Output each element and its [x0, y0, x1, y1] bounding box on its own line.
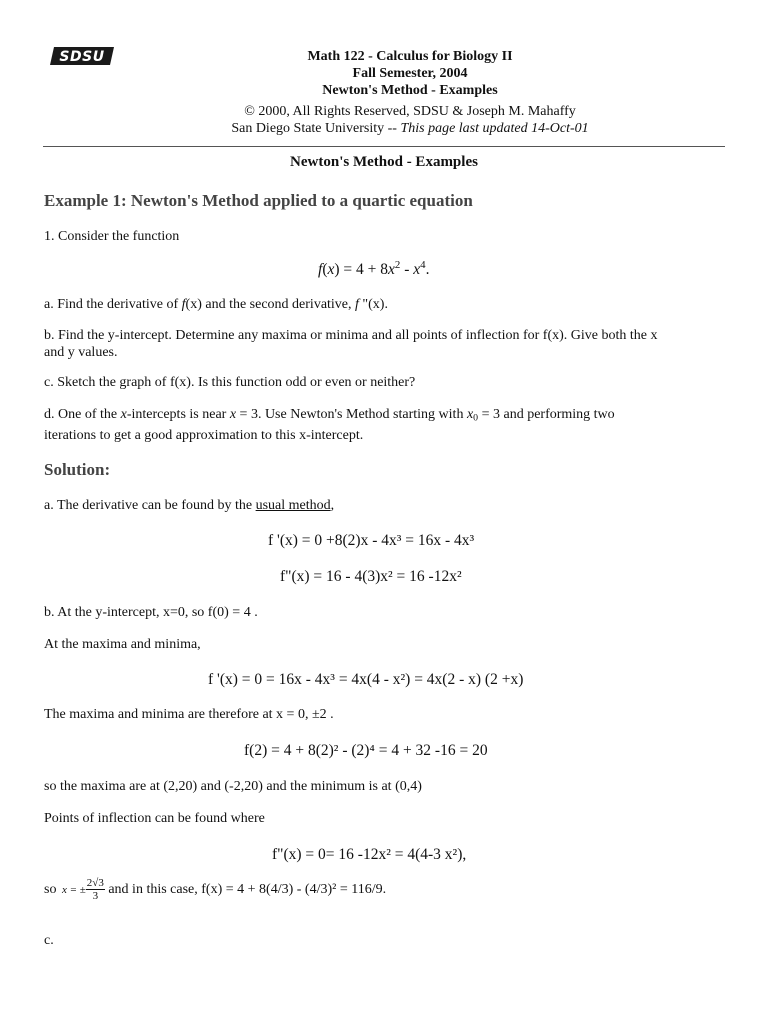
f-of-2-equation: f(2) = 4 + 8(2)² - (2)⁴ = 4 + 32 -16 = 20: [244, 742, 488, 759]
second-derivative-equation: f"(x) = 16 - 4(3)x² = 16 -12x²: [280, 568, 462, 585]
example-heading: Example 1: Newton's Method applied to a quartic equation: [44, 191, 473, 210]
sdsu-logo: [50, 45, 114, 67]
university-line: San Diego State University -- This page last updated 14-Oct-01: [231, 121, 589, 136]
intro-text: 1. Consider the function: [44, 229, 180, 244]
first-derivative-equation: f '(x) = 0 +8(2)x - 4x³ = 16x - 4x³: [268, 532, 475, 549]
part-b-line1: b. Find the y-intercept. Determine any maxima or minima and all points of inflection for f(x). Give both the x: [44, 328, 658, 343]
maxmin-intro: At the maxima and minima,: [44, 637, 201, 652]
course-title: Math 122 - Calculus for Biology II: [307, 49, 513, 64]
copyright: © 2000, All Rights Reserved, SDSU & Joseph M. Mahaffy: [244, 104, 576, 119]
update-date: This page last updated 14-Oct-01: [400, 121, 589, 136]
maxima-result: so the maxima are at (2,20) and (-2,20) and the minimum is at (0,4): [44, 779, 422, 794]
section-title: Newton's Method - Examples: [290, 154, 478, 170]
inflection-intro: Points of inflection can be found where: [44, 811, 265, 826]
part-c: c. Sketch the graph of f(x). Is this function odd or even or neither?: [44, 375, 416, 390]
part-a: a. Find the derivative of f(x) and the second derivative, f "(x).: [44, 297, 388, 312]
solution-heading: Solution:: [44, 460, 111, 479]
topic-title: Newton's Method - Examples: [322, 83, 498, 98]
part-d-line1: d. One of the x-intercepts is near x = 3. Use Newton's Method starting with $x_0 = 3$ and performing two: [44, 407, 615, 424]
usual-method-link[interactable]: usual method: [255, 498, 331, 513]
solution-b: b. At the y-intercept, x=0, so f(0) = 4 .: [44, 605, 258, 620]
function-equation: $f(x) = 4 + 8x^2 - x^4$.: [318, 259, 430, 278]
maxmin-location: The maxima and minima are therefore at x = 0, ±2 .: [44, 707, 334, 722]
svg-text:SDSU: SDSU: [59, 49, 105, 65]
part-b-line2: and y values.: [44, 345, 118, 360]
semester: Fall Semester, 2004: [352, 66, 468, 81]
inflection-equation: f"(x) = 0= 16 -12x² = 4(4-3 x²),: [272, 846, 467, 863]
solution-c-label: c.: [44, 933, 54, 948]
inflection-fraction: $\frac{2√3}{3}$: [86, 877, 104, 903]
inflection-result: so x = ± $\frac{2√3}{3}$ and in this case, f(x) = 4 + 8(4/3) - (4/3)² = 116/9.: [44, 877, 387, 903]
critical-points-equation: f '(x) = 0 = 16x - 4x³ = 4x(4 - x²) = 4x(2 - x) (2 +x): [208, 671, 524, 688]
part-d-line2: iterations to get a good approximation to this x-intercept.: [44, 428, 364, 443]
header-divider: [43, 146, 725, 147]
solution-a: a. The derivative can be found by the usual method,: [44, 498, 335, 513]
